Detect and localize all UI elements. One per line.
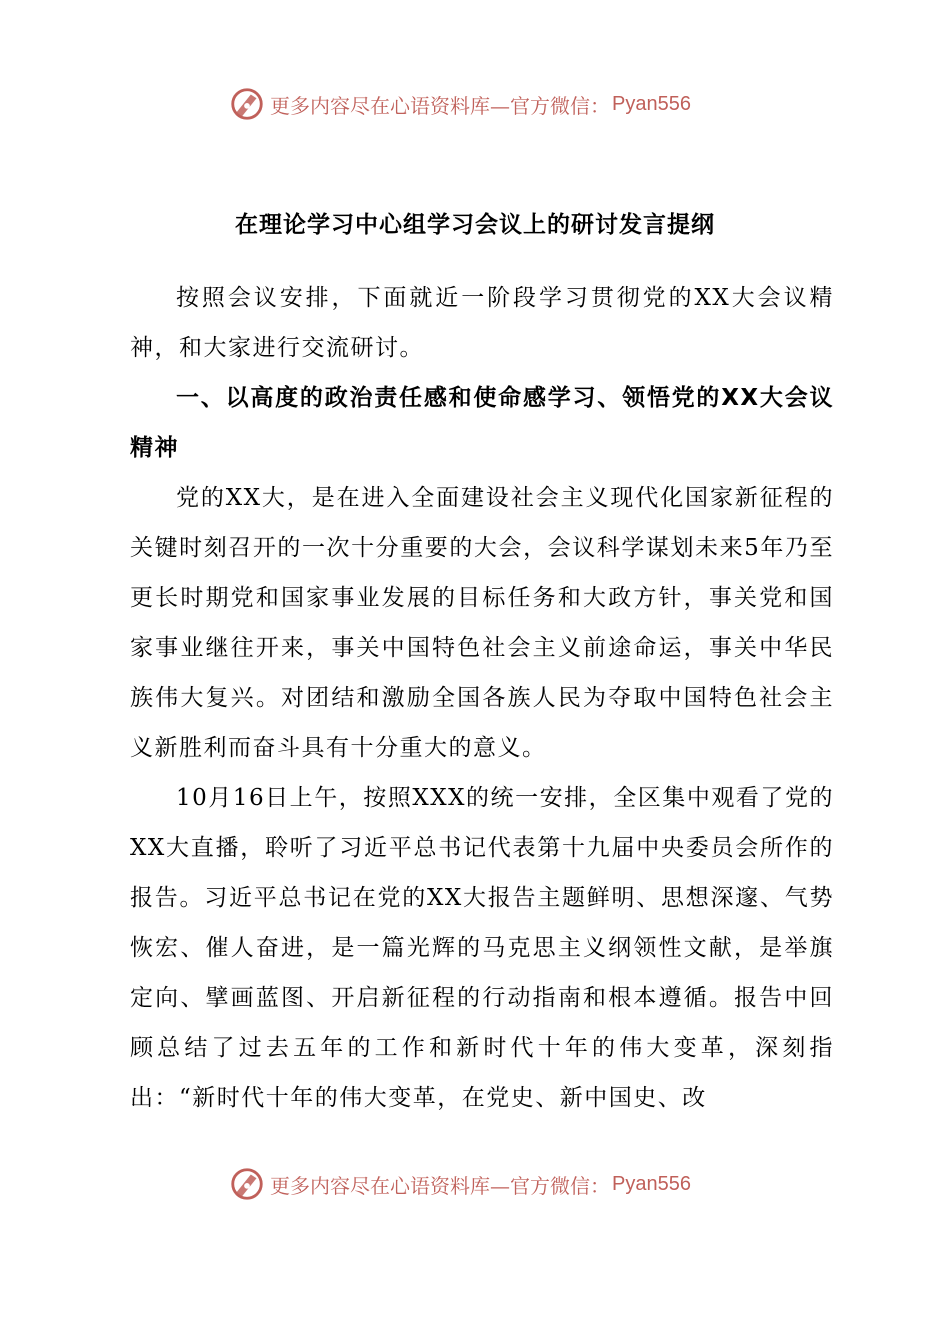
intro-paragraph: 按照会议安排，下面就近一阶段学习贯彻党的XX大会议精神，和大家进行交流研讨。: [130, 285, 834, 361]
wechat-id: Pyan556: [612, 1172, 691, 1195]
header-watermark: [228, 84, 728, 124]
watermark-text: 更多内容尽在心语资料库—官方微信：: [270, 93, 610, 118]
pen-nib-logo-icon: [228, 1165, 266, 1203]
watermark-text: 更多内容尽在心语资料库—官方微信：: [270, 1173, 610, 1198]
wechat-id: Pyan556: [612, 92, 691, 115]
footer-watermark: [228, 1164, 728, 1204]
pen-nib-logo-icon: [228, 85, 266, 123]
document-title: 在理论学习中心组学习会议上的研讨发言提纲: [235, 212, 715, 238]
body-paragraph: 10月16日上午，按照XXX的统一安排，全区集中观看了党的XX大直播，聆听了习近平总书记代表第十九届中央委员会所作的报告。习近平总书记在党的XX大报告主题鲜明、思想深邃、气势恢宏、催人奋进，是一篇光辉的马克思主义纲领性文献，是举旗定向、擘画蓝图、开启新征程的行动指南和根本遵循。报告中回顾总结了过去五年的工作和新时代十年的伟大变革，深刻指出：“新时代十年的伟大变革，在党史、新中国史、改: [130, 785, 834, 1111]
section-heading: 一、以高度的政治责任感和使命感学习、领悟党的XX大会议精神: [130, 385, 834, 461]
body-paragraph: 党的XX大，是在进入全面建设社会主义现代化国家新征程的关键时刻召开的一次十分重要的大会，会议科学谋划未来5年乃至更长时期党和国家事业发展的目标任务和大政方针，事关党和国家事业继往开来，事关中国特色社会主义前途命运，事关中华民族伟大复兴。对团结和激励全国各族人民为夺取中国特色社会主义新胜利而奋斗具有十分重大的意义。: [130, 485, 834, 761]
document-body: [130, 273, 834, 1123]
